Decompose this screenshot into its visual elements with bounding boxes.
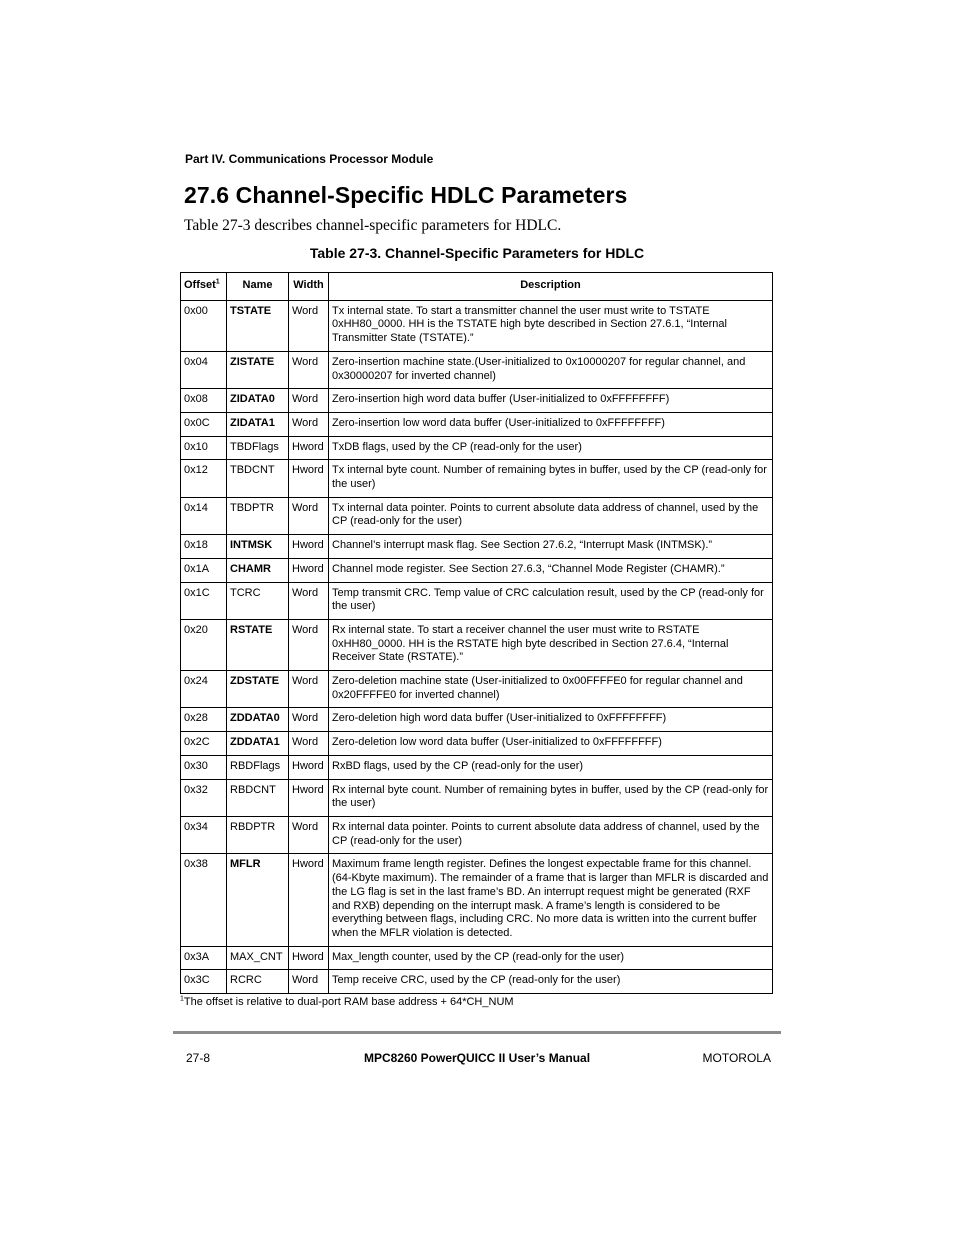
cell-width: Word [289,300,329,351]
table-row [181,582,773,619]
cell-name: RBDFlags [227,755,289,779]
cell-offset: 0x00 [181,300,227,351]
cell-width: Word [289,970,329,994]
cell-width: Hword [289,436,329,460]
cell-width: Hword [289,854,329,946]
cell-description: Temp transmit CRC. Temp value of CRC calculation result, used by the CP (read-only for the user) [329,582,773,619]
cell-width: Word [289,619,329,670]
cell-description: RxBD flags, used by the CP (read-only for the user) [329,755,773,779]
cell-description: Rx internal state. To start a receiver channel the user must write to RSTATE 0xHH80_0000. HH is the RSTATE high byte described in Section 27.6.4, “Internal Receiver State (RSTATE).” [329,619,773,670]
cell-offset: 0x24 [181,671,227,708]
cell-description: Zero-insertion high word data buffer (User-initialized to 0xFFFFFFFF) [329,389,773,413]
cell-description: TxDB flags, used by the CP (read-only for the user) [329,436,773,460]
cell-name: MAX_CNT [227,946,289,970]
cell-offset: 0x0C [181,412,227,436]
table-header-row [181,273,773,301]
cell-name: MFLR [227,854,289,946]
section-title: 27.6 Channel-Specific HDLC Parameters [184,182,628,208]
cell-offset: 0x1C [181,582,227,619]
cell-offset: 0x34 [181,816,227,853]
cell-description: Zero-insertion low word data buffer (User-initialized to 0xFFFFFFFF) [329,412,773,436]
intro-paragraph: Table 27-3 describes channel-specific parameters for HDLC. [184,217,562,234]
cell-offset: 0x3C [181,970,227,994]
cell-description: Maximum frame length register. Defines the longest expectable frame for this channel. (64-Kbyte maximum). The remainder of a frame that is larger than MFLR is discarded and the LG flag is set in the last frame’s BD. An interrupt request might be generated (RXF and RXB) depending on the interrupt mask. A frame’s length is considered to be everything between flags, including CRC. No more data is written into the current buffer when the MFLR violation is detected. [329,854,773,946]
header-width: Width [289,273,329,301]
table-row [181,460,773,497]
table-row [181,854,773,946]
table-footnote [180,996,514,1008]
table-row [181,671,773,708]
cell-description: Zero-deletion high word data buffer (User-initialized to 0xFFFFFFFF) [329,708,773,732]
cell-offset: 0x14 [181,497,227,534]
footnote-text: The offset is relative to dual-port RAM base address + 64*CH_NUM [183,996,514,1008]
cell-description: Rx internal data pointer. Points to current absolute data address of channel, used by the CP (read-only for the user) [329,816,773,853]
table-row [181,412,773,436]
table-row [181,970,773,994]
cell-name: TCRC [227,582,289,619]
cell-name: RSTATE [227,619,289,670]
cell-name: ZDDATA1 [227,732,289,756]
table-row [181,558,773,582]
cell-width: Word [289,816,329,853]
cell-offset: 0x38 [181,854,227,946]
cell-offset: 0x18 [181,535,227,559]
cell-name: ZISTATE [227,351,289,388]
cell-name: RCRC [227,970,289,994]
cell-name: CHAMR [227,558,289,582]
cell-offset: 0x2C [181,732,227,756]
cell-name: ZIDATA1 [227,412,289,436]
cell-description: Tx internal byte count. Number of remaining bytes in buffer, used by the CP (read-only for the user) [329,460,773,497]
cell-offset: 0x1A [181,558,227,582]
table-row [181,708,773,732]
cell-description: Zero-deletion low word data buffer (User-initialized to 0xFFFFFFFF) [329,732,773,756]
cell-offset: 0x08 [181,389,227,413]
cell-width: Word [289,389,329,413]
footnote-marker: 1 [180,995,184,1003]
table-row [181,619,773,670]
cell-width: Word [289,412,329,436]
cell-name: RBDCNT [227,779,289,816]
cell-offset: 0x30 [181,755,227,779]
cell-width: Word [289,671,329,708]
page-number: 27-8 [186,1051,211,1065]
table-row [181,497,773,534]
cell-width: Word [289,732,329,756]
cell-description: Channel’s interrupt mask flag. See Section 27.6.2, “Interrupt Mask (INTMSK).” [329,535,773,559]
cell-description: Tx internal state. To start a transmitter channel the user must write to TSTATE 0xHH80_0000. HH is the TSTATE high byte described in Section 27.6.1, “Internal Transmitter State (TSTATE).” [329,300,773,351]
table-row [181,535,773,559]
cell-name: ZDSTATE [227,671,289,708]
cell-description: Tx internal data pointer. Points to current absolute data address of channel, used by the CP (read-only for the user) [329,497,773,534]
cell-offset: 0x04 [181,351,227,388]
cell-width: Hword [289,755,329,779]
cell-name: TSTATE [227,300,289,351]
header-description: Description [329,273,773,301]
cell-name: RBDPTR [227,816,289,853]
cell-name: TBDCNT [227,460,289,497]
table-body [181,300,773,993]
cell-offset: 0x3A [181,946,227,970]
table-row [181,779,773,816]
table-row [181,436,773,460]
cell-offset: 0x32 [181,779,227,816]
cell-offset: 0x28 [181,708,227,732]
table-row [181,389,773,413]
table-row [181,732,773,756]
cell-description: Rx internal byte count. Number of remaining bytes in buffer, used by the CP (read-only for the user) [329,779,773,816]
table-row [181,755,773,779]
cell-offset: 0x10 [181,436,227,460]
footer-divider [173,1031,781,1034]
part-header: Part IV. Communications Processor Module [185,152,434,166]
table-row [181,946,773,970]
table-row [181,351,773,388]
cell-width: Hword [289,460,329,497]
company-name: MOTOROLA [702,1051,771,1065]
table-caption: Table 27-3. Channel-Specific Parameters for HDLC [309,245,645,261]
footnote-ref: 1 [215,278,220,286]
table-row [181,300,773,351]
cell-width: Hword [289,946,329,970]
cell-offset: 0x20 [181,619,227,670]
cell-description: Max_length counter, used by the CP (read-only for the user) [329,946,773,970]
cell-offset: 0x12 [181,460,227,497]
cell-name: TBDFlags [227,436,289,460]
cell-width: Word [289,708,329,732]
header-offset [181,273,227,301]
cell-width: Word [289,351,329,388]
cell-description: Temp receive CRC, used by the CP (read-only for the user) [329,970,773,994]
cell-width: Word [289,582,329,619]
cell-name: ZDDATA0 [227,708,289,732]
header-name: Name [227,273,289,301]
table-row [181,816,773,853]
cell-width: Word [289,497,329,534]
cell-description: Zero-deletion machine state (User-initialized to 0x00FFFFE0 for regular channel and 0x20FFFFE0 for inverted channel) [329,671,773,708]
cell-name: INTMSK [227,535,289,559]
cell-width: Hword [289,779,329,816]
cell-name: TBDPTR [227,497,289,534]
header-offset-label: Offset [184,279,216,291]
cell-description: Zero-insertion machine state.(User-initialized to 0x10000207 for regular channel, and 0x30000207 for inverted channel) [329,351,773,388]
parameters-table [180,272,773,994]
cell-width: Hword [289,535,329,559]
cell-description: Channel mode register. See Section 27.6.3, “Channel Mode Register (CHAMR).” [329,558,773,582]
cell-width: Hword [289,558,329,582]
manual-title: MPC8260 PowerQUICC II User’s Manual [363,1051,591,1065]
cell-name: ZIDATA0 [227,389,289,413]
